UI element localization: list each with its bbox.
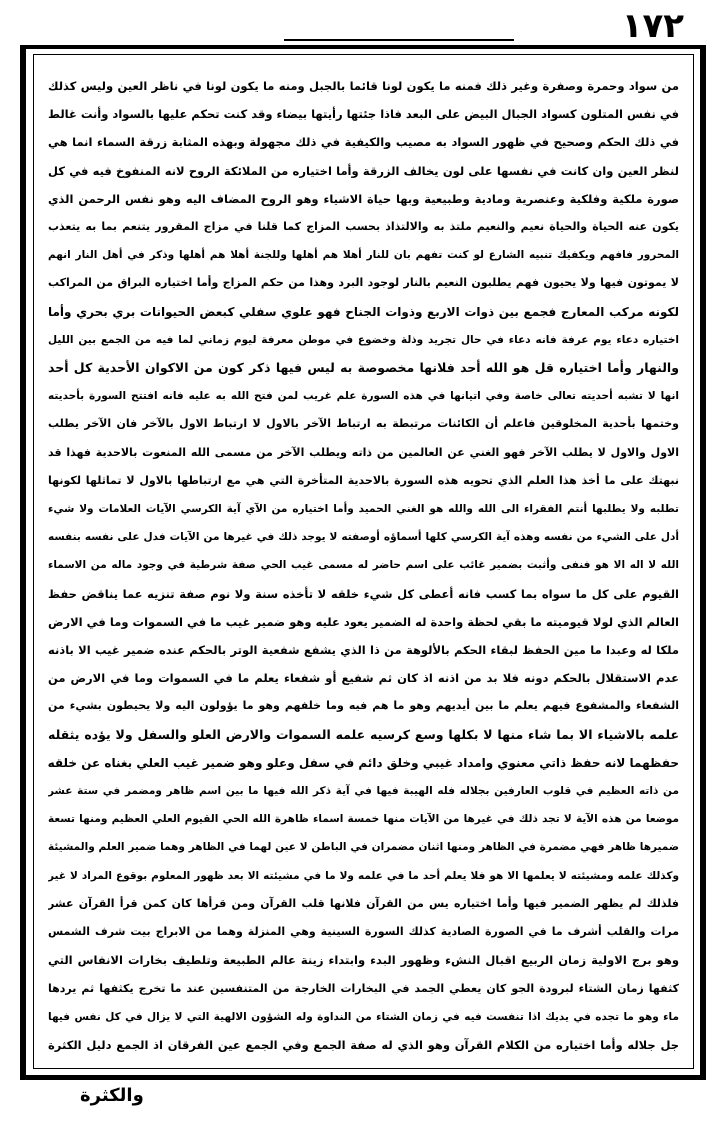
text-line: موضعا من هذه الآية لا تجد ذلك في غيرها من الآيات منها خمسة اسماء ظاهرة الله الحي القيوم العلي العظيم ومنها تسعة bbox=[48, 813, 679, 826]
text-line: كثفها زمان الشتاء لبرودة الجو كان يعطي الجمد في البخارات الخارجة من المتنفسين عند ما تخرج يكثفها ثم يردها bbox=[48, 981, 679, 995]
text-line: العالم الذي لولا قيوميته ما بقي لحظة واحدة له الضمير يعود عليه وهو ضمير غيب ما في السموات وما في الارض bbox=[48, 614, 679, 629]
text-line: لكونه مركب المعارج فجمع بين ذوات الاربع وذوات الجناح فهو علوي سفلي كبعض الحيوانات بري بحري وأما bbox=[48, 304, 679, 319]
text-line: ضميرها ظاهر فهي مضمرة في الظاهر ومنها اثنان مضمران في الباطن لا عين لهما في الظاهر وهما ضمير العلم والمشيئة bbox=[48, 841, 679, 854]
text-line: من سواد وحمرة وصفرة وغير ذلك فمنه ما يكون لونا قائما بالجبل ومنه ما يكون لونا في ناظر العين وليس كذلك bbox=[48, 79, 679, 93]
text-line: لا يموتون فيها ولا يحيون فهم يطلبون النعيم بالنار لوجود البرد وهذا من حكم المزاج وأما اختياره البراق من المراكب bbox=[48, 276, 679, 290]
text-line: من ذاته العظيم في قلوب العارفين بجلاله فله الهيبة فيها في آية ذكر الله فيها ما بين اسم ظاهر ومضمر في ستة عشر bbox=[48, 785, 679, 798]
text-line: حفظهما لانه حفظ ذاتي معنوي وامداد غيبي وخلق دائم في سفل وعلو وهو ضمير غيب العلي بغناه عن خلقه bbox=[48, 755, 679, 770]
text-line: في نفس المتلون كسواد الجبال البيض على البعد فاذا جئتها رأيتها بيضاء وقد كنت تحكم عليها بالسواد وأنت غالط bbox=[48, 107, 679, 122]
text-line: اختياره دعاء يوم عرفة فانه دعاء في حال تجريد وذلة وخضوع في موطن معرفة ليوم زماني لما فيه من الجمع بين الليل bbox=[48, 333, 679, 346]
page-number: ١٧٢ bbox=[621, 6, 684, 46]
text-line: الشفعاء والمشفوع فيهم يعلم ما بين أيديهم وهو ما هم فيه وما خلفهم وهو ما يؤولون اليه ولا يحيطون بشيء من bbox=[48, 699, 679, 713]
text-line: علمه بالاشياء الا بما شاء منها لا بكلها وسع كرسيه علمه السموات والارض العلو والسفل ولا يؤده يثقله bbox=[48, 726, 679, 742]
text-line: صورة ملكية وفلكية وعنصرية ومادية وطبيعية وبها حياة الاشياء وهو الروح المضاف اليه وهو نفس الرحمن الذي bbox=[48, 191, 679, 206]
text-line: الاول والاول لا يطلب الآخر فهو الغني عن العالمين من ذاته ويطلب الآخر من مسمى الله المنعوت بالاحدية فهذا قد bbox=[48, 445, 679, 459]
body-text bbox=[48, 71, 679, 1058]
frame-ornament bbox=[284, 39, 514, 41]
text-line: أدل على الشيء من نفسه وهذه آية الكرسي كلها أسماؤه أوصفته لا يوجد ذلك في غيرها من الآيات فدل على نفسه بنفسه bbox=[48, 531, 679, 544]
text-line: المحرور فافهم ويكفيك تنبيه الشارع لو كنت تفهم بان للنار أهلا هم أهلها وللجنة أهلا هم أهلها وذكر في أهل النار انهم bbox=[48, 249, 679, 262]
page-frame bbox=[20, 45, 706, 1080]
text-line: وختمها بأحدية المخلوقين فاعلم أن الكائنات مرتبطة به ارتباط الآخر بالاول لا ارتباط الاول بالآخر فان الآخر يطلب bbox=[48, 417, 679, 431]
text-line: فلذلك لم يظهر الضمير فيها وأما اختياره يس من القرآن فلانها قلب القرآن ومن قرأها كان كمن قرأ القرآن عشر bbox=[48, 896, 679, 910]
text-line: ملكا له وعبدا ما مين الحفظ لبقاء الحكم بالألوهة من ذا الذي يشفع شفعية الوتر بالحكم عنده ضمير غيب الا باذنه bbox=[48, 643, 679, 658]
text-line: انها لا تشبه أحديته تعالى خاصة وفي اتيانها في هذه السورة علم غريب لمن فتح الله به عليه فانه افتتح السورة بأحديته bbox=[48, 390, 679, 403]
text-line: والنهار وأما اختياره قل هو الله أحد فلانها مخصوصة به ليس فيها ذكر كون من الاكوان الأحدية كل أحد bbox=[48, 360, 679, 376]
inner-frame bbox=[33, 54, 694, 1069]
text-line: لنظر العين وان كانت في نفسها على لون يخالف الزرقة وأما اختياره من الملائكة الروح لانه المنفوخ فيه في كل bbox=[48, 163, 679, 178]
text-line: ماء وهو ما تجده في يديك اذا تنفست فيه في زمان الشتاء من النداوة وله الشؤون الالهية التي لا يزال في كل نفس فيها bbox=[48, 1010, 679, 1023]
catchword: والكثرة bbox=[80, 1085, 144, 1106]
text-line: يكون عنه الحياة والحياة نعيم والنعيم ملتذ به والالتذاذ بحسب المزاج كما قلنا في مزاج المقرور يتنعم بما به يتعذب bbox=[48, 220, 679, 234]
text-line: وكذلك علمه ومشيئته لا يعلمها الا هو فلا يعلم أحد ما في علمه ولا ما في مشيئته الا بعد ظهور المعلوم بوقوع المراد لا غير bbox=[48, 869, 679, 882]
text-line: عدم الاستقلال بالحكم دونه فلا بد من اذنه اذ كان ثم شفيع أو شفعاء يعلم ما في السموات وما في الارض من bbox=[48, 671, 679, 686]
text-line: القيوم على كل ما سواه بما كسب فانه أعطى كل شيء خلقه لا تأخذه سنة ولا نوم صفة تنزيه عما يناقض حفظ bbox=[48, 586, 679, 601]
text-line: وهو برج الاولية زمان الربيع اقبال النشء وظهور البدء وابتداء زينة عالم الطبيعة وتلطيف بخارات الانفاس التي bbox=[48, 953, 679, 968]
text-line: في ذلك الحكم وصحيح في ظهور السواد به مصيب والكيفية في ذلك مجهولة وبهذه المثابة زرقة السماء انما هي bbox=[48, 135, 679, 150]
text-line: جل جلاله وأما اختياره من الكلام القرآن وهو الذي له صفة الجمع وفي الجمع عين الفرقان اذ الجمع دليل الكثرة bbox=[48, 1037, 679, 1052]
text-line: الله لا اله الا هو فنفى وأثبت بضمير غائب على اسم حاضر له مسمى غيب الحي صفة شرطية في وجود ماله من الاسماء bbox=[48, 559, 679, 572]
text-line: تطلبه ولا يطلبها أنتم الفقراء الى الله والله هو الغني الحميد وأما اختياره من الآي آية الكرسي الآيات العلامات ولا شيء bbox=[48, 503, 679, 516]
text-line: مرات والقلب أشرف ما في الصورة الصادية كذلك السورة السينية وهي المنزلة وهما من الابراج بيت شرف الشمس bbox=[48, 925, 679, 939]
text-line: نبهتك على ما أخذ هذا العلم الذي تحويه هذه السورة بالاحدية المتأخرة التي هي مع ارتباطها بالاول لا تماثلها لكونها bbox=[48, 473, 679, 487]
